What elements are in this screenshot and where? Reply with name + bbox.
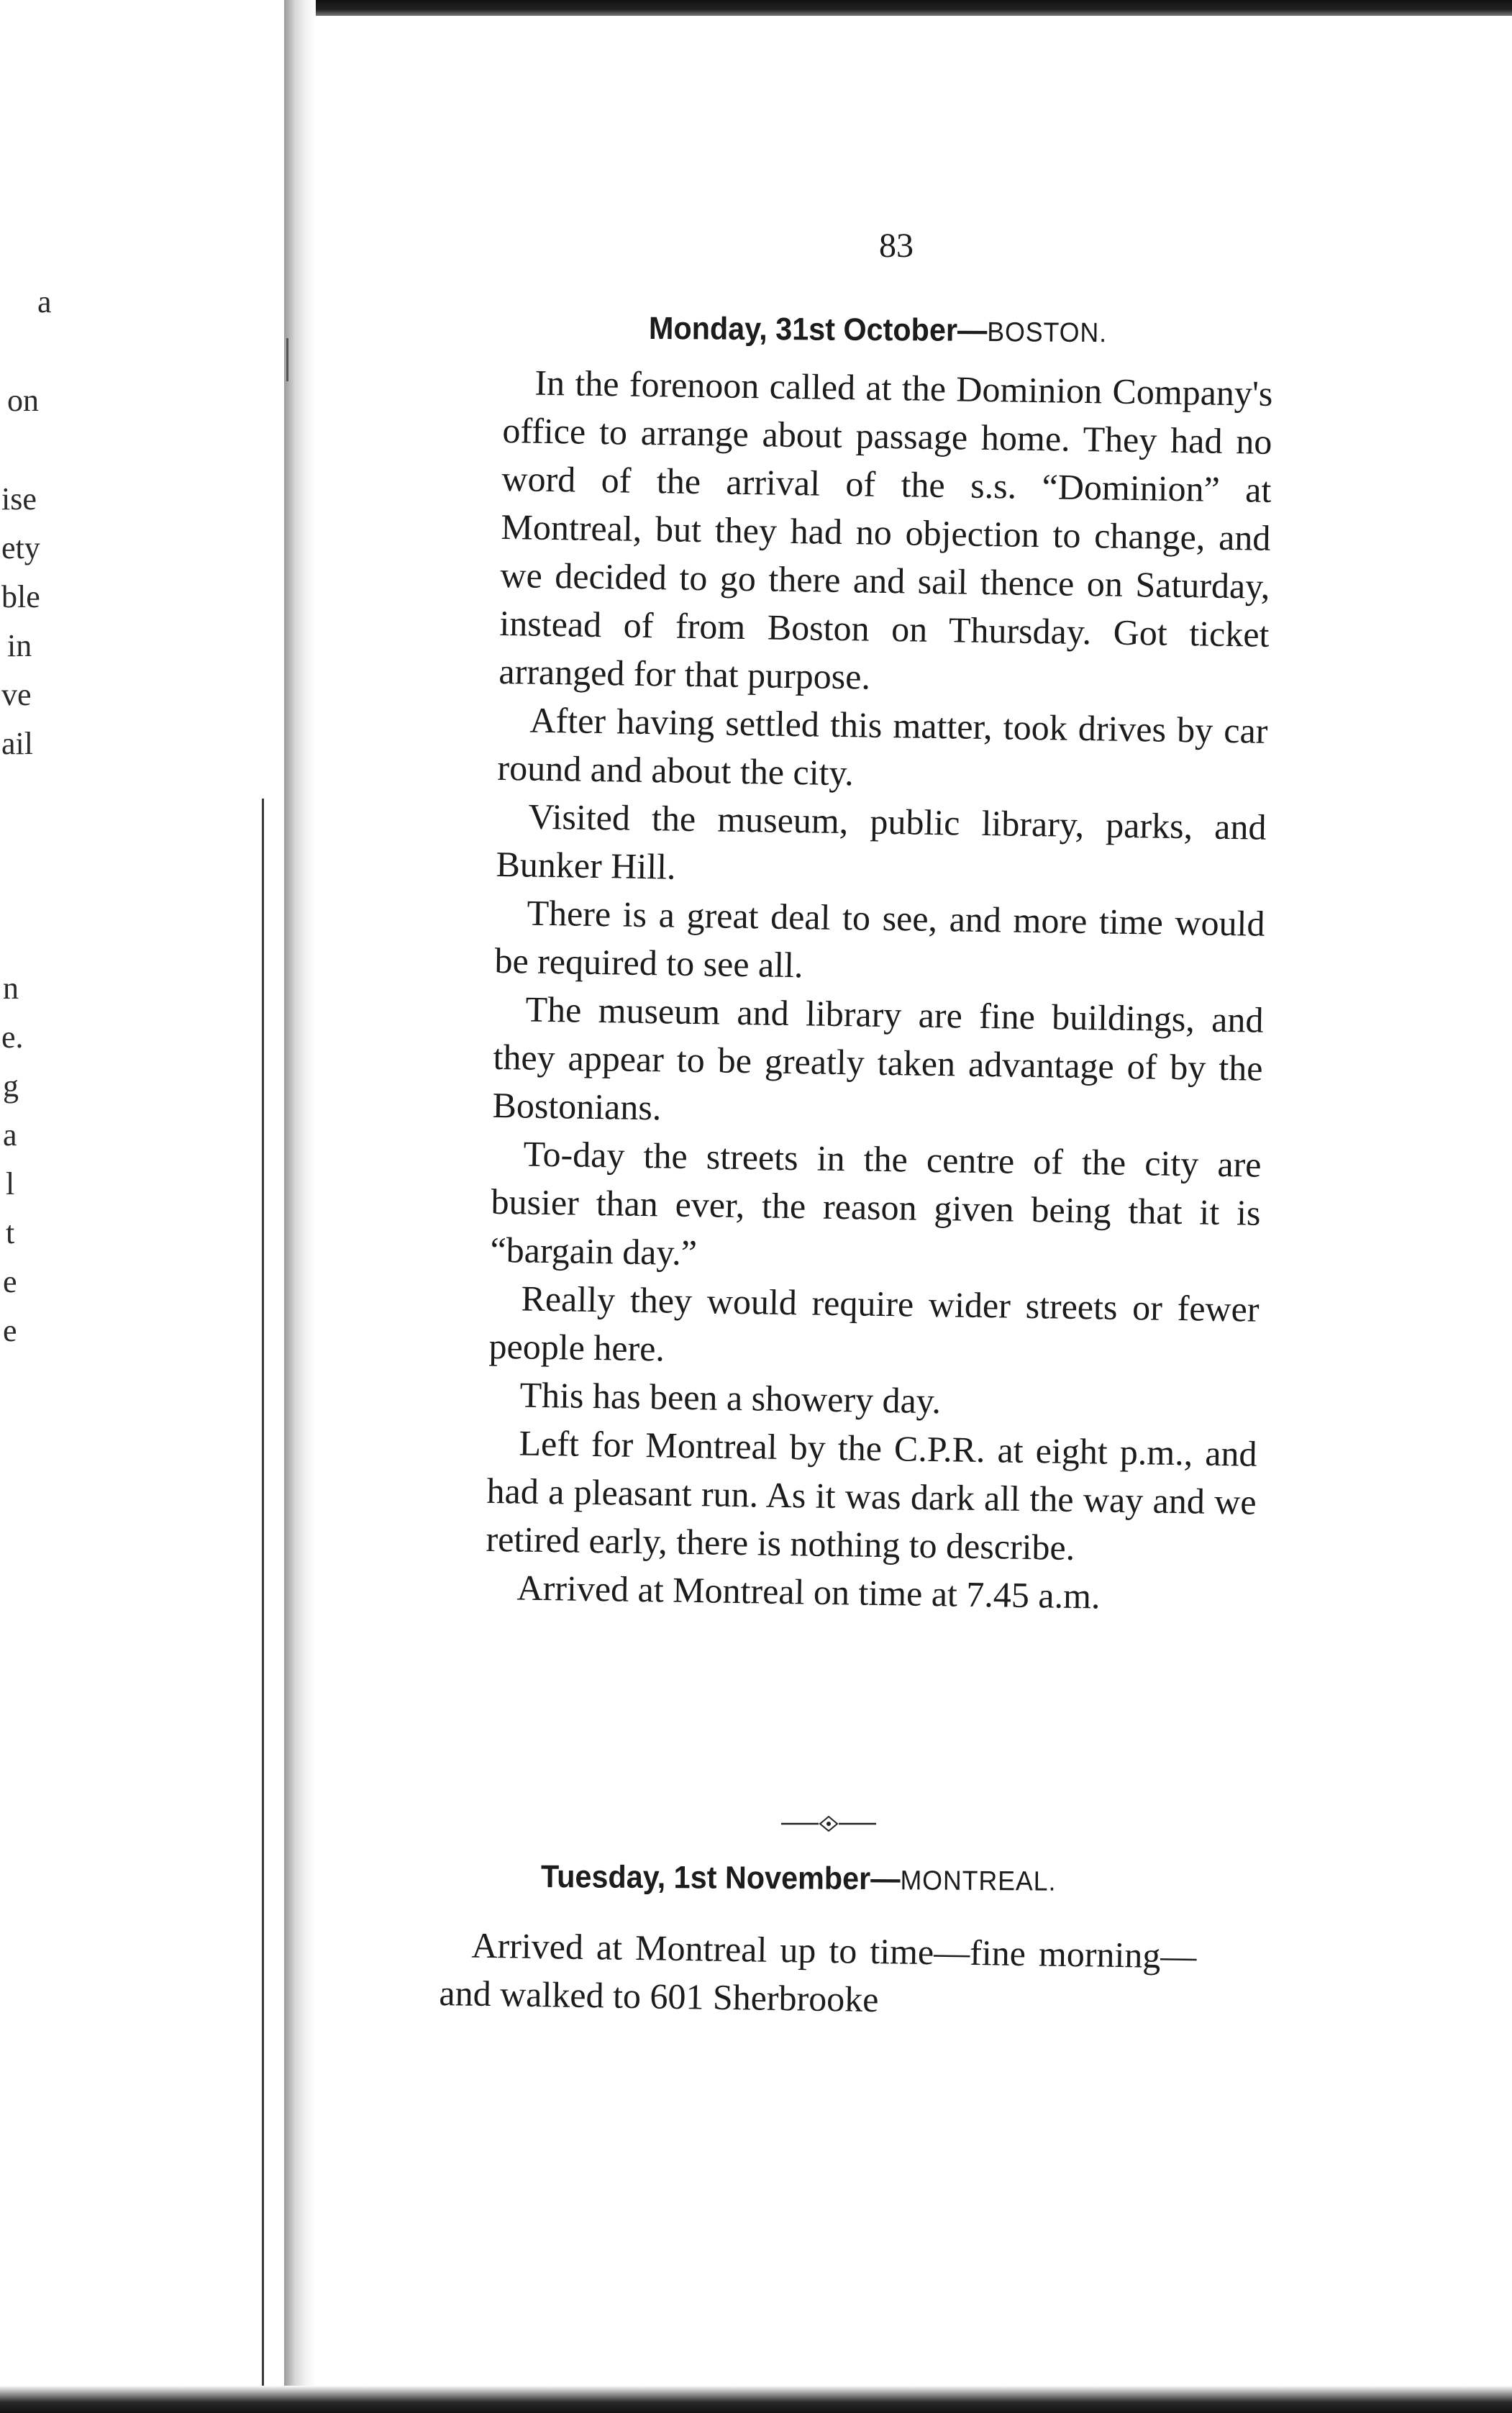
paragraph: There is a great deal to see, and more time would be required to see all.: [494, 892, 1265, 986]
ornament-divider: [778, 1813, 879, 1835]
paragraph: This has been a showery day.: [519, 1374, 942, 1422]
entry-place: BOSTON.: [987, 317, 1108, 349]
left-page-fragment: e.: [1, 1019, 24, 1055]
binding-edge-line: [262, 799, 264, 2410]
paragraph: Visited the museum, public library, parks, and Bunker Hill.: [496, 796, 1267, 887]
paragraph: Arrived at Montreal on time at 7.45 a.m.: [516, 1567, 1101, 1617]
left-page-fragment: g: [3, 1068, 19, 1104]
page-number: 83: [879, 227, 914, 265]
binding-edge-mark: [286, 338, 288, 381]
left-facing-page: [0, 0, 284, 2413]
entry-place: MONTREAL.: [900, 1866, 1057, 1897]
book-gutter: [284, 0, 316, 2413]
left-page-fragment: ise: [1, 481, 37, 517]
paragraph: After having settled this matter, took drives by car round and about the city.: [497, 699, 1268, 794]
entry-body-tuesday: [439, 1921, 1197, 2029]
left-page-fragment: n: [3, 971, 19, 1006]
paragraph: Really they would require wider streets or fewer people here.: [488, 1278, 1260, 1369]
entry-date: Monday, 31st October—: [648, 311, 988, 349]
left-page-fragment: e: [3, 1264, 17, 1299]
paragraph: To-day the streets in the centre of the city are busier than ever, the reason given being that it is “bargain day.”: [490, 1133, 1262, 1273]
left-page-fragment: l: [6, 1166, 15, 1201]
left-page-fragment: ve: [1, 677, 32, 712]
paragraph: Left for Montreal by the C.P.R. at eight p.m., and had a pleasant run. As it was dark all the way and we retired early, there is nothing to describe.: [486, 1422, 1257, 1568]
paragraph: Arrived at Montreal up to time—fine morning—and walked to 601 Sherbrooke: [439, 1925, 1197, 2020]
left-page-fragment: t: [6, 1215, 15, 1250]
left-page-fragment: ail: [1, 726, 33, 761]
left-page-fragment: a: [37, 284, 52, 319]
entry-body-monday: [485, 358, 1273, 1623]
left-page-fragment: on: [7, 383, 39, 418]
left-page-fragment: ety: [1, 530, 40, 565]
left-page-fragment: in: [7, 628, 32, 663]
entry-heading-tuesday: [541, 1859, 1057, 1899]
left-page-fragment: e: [3, 1313, 17, 1348]
scan-bottom-edge: [0, 2386, 1512, 2413]
scan-top-edge: [288, 0, 1512, 16]
entry-heading-monday: [649, 311, 1107, 350]
paragraph: The museum and library are fine buildings, and they appear to be greatly taken advantage of by the Bostonians.: [492, 989, 1264, 1128]
left-page-fragment: a: [3, 1117, 17, 1153]
entry-date: Tuesday, 1st November—: [540, 1859, 901, 1897]
paragraph: In the forenoon called at the Dominion Company's office to arrange about passage home. They had no word of the arrival of the s.s. “Dominion” at Montreal, but they had no objection to change, and we decided to go there and sail thence on Saturday, instead of from Boston on Thursday. Got ticket arranged for that purpose.: [498, 362, 1273, 697]
left-page-fragment: ble: [1, 579, 40, 614]
